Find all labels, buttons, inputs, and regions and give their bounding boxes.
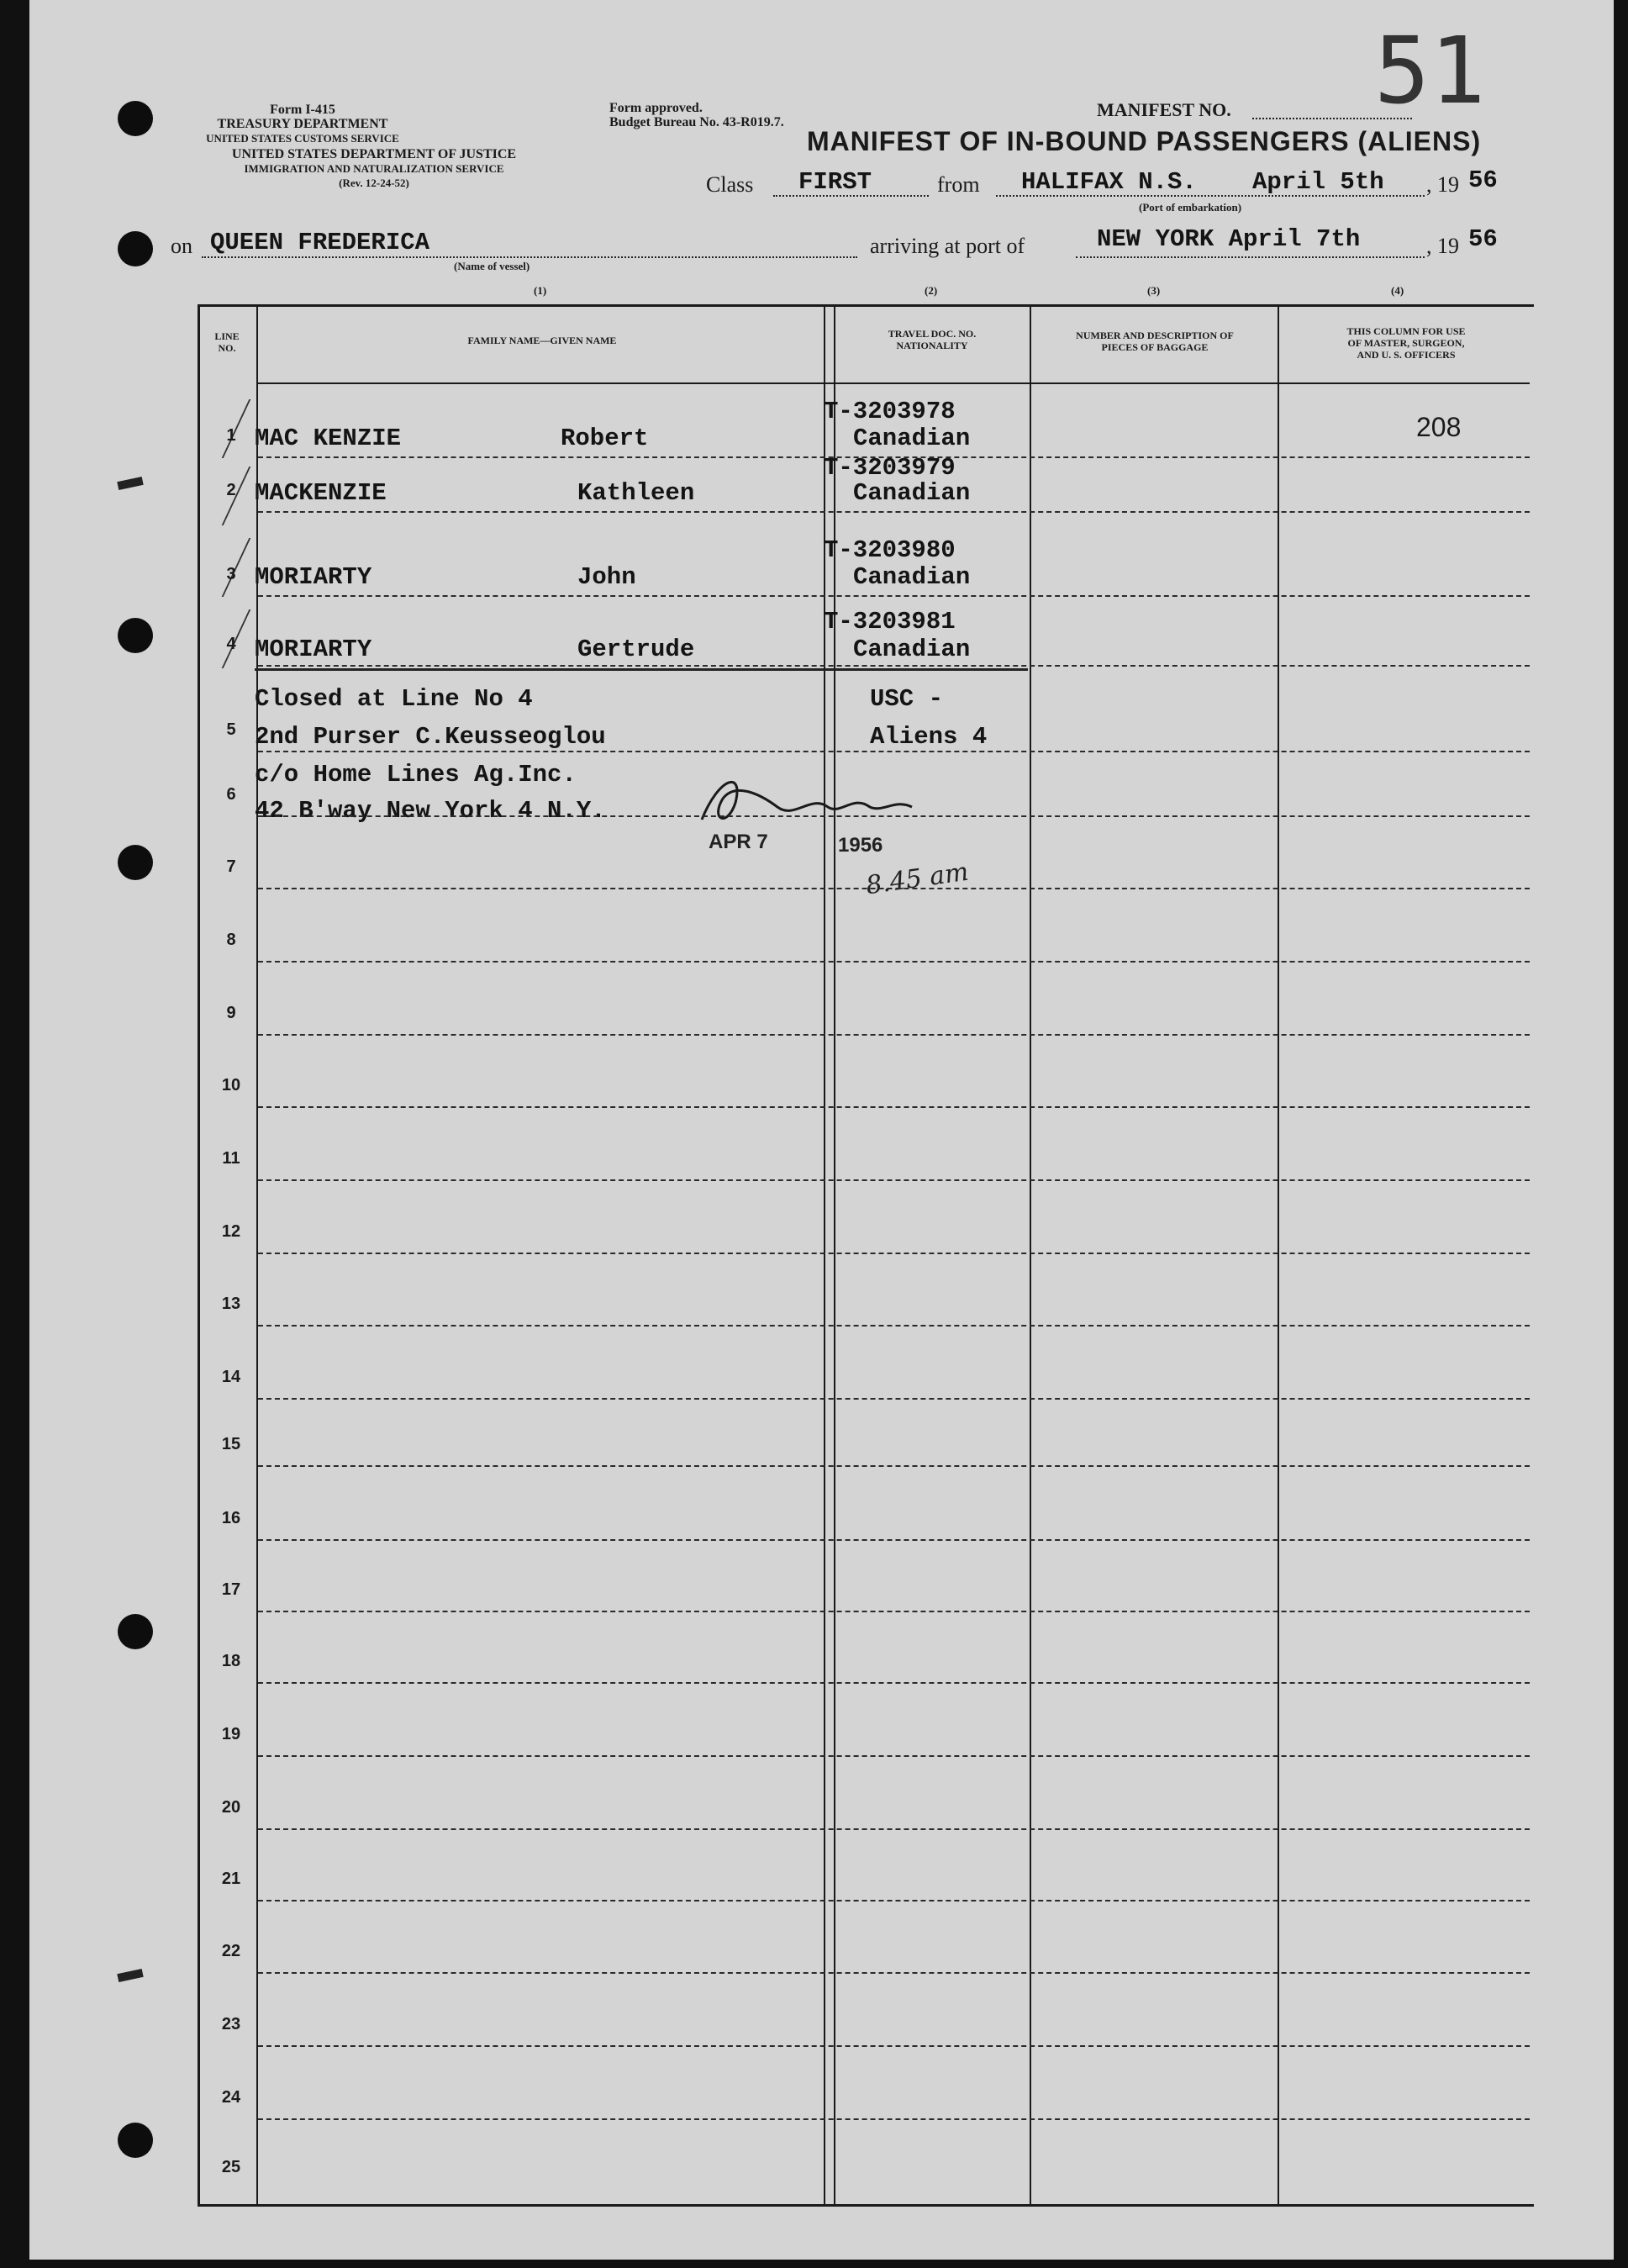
- col-num-3: (3): [1147, 284, 1161, 297]
- customs-service: UNITED STATES CUSTOMS SERVICE: [206, 132, 399, 145]
- row-number: 2: [226, 481, 236, 499]
- closing-usc: USC -: [870, 685, 944, 713]
- arrival-underline: [1076, 256, 1425, 258]
- page-number-stamp: 51: [1374, 17, 1486, 124]
- row-number: 16: [221, 1509, 241, 1527]
- col-divider-travel: [1030, 304, 1031, 2206]
- row-number: 1: [226, 426, 236, 445]
- row-line: [258, 1611, 1530, 1612]
- row-line: [258, 1900, 1530, 1901]
- row-line: [258, 456, 1530, 458]
- budget-bureau: Budget Bureau No. 43-R019.7.: [609, 115, 784, 129]
- punch-hole: [118, 101, 153, 136]
- closing-aliens: Aliens 4: [870, 723, 988, 751]
- manifest-no-field: [1252, 118, 1412, 119]
- passenger-2-nationality: Canadian: [853, 479, 971, 507]
- form-number: Form I-415: [270, 103, 335, 117]
- stamp-date: APR 7: [709, 831, 768, 853]
- port-caption: (Port of embarkation): [1139, 201, 1242, 214]
- table-top-border: [198, 304, 1534, 307]
- row-number: 7: [226, 857, 236, 876]
- on-label: on: [171, 234, 192, 258]
- row-number: 5: [226, 720, 236, 739]
- arrival-year: 56: [1468, 225, 1498, 253]
- passenger-1-nationality: Canadian: [853, 425, 971, 452]
- stamp-year: 1956: [838, 834, 883, 857]
- row-number: 24: [221, 2088, 241, 2107]
- closing-line-1: Closed at Line No 4: [255, 685, 533, 713]
- passenger-4-family: MORIARTY: [255, 636, 372, 663]
- manifest-no-label: MANIFEST NO.: [1097, 99, 1231, 120]
- row-number: 13: [221, 1295, 241, 1313]
- scan-mark: [117, 477, 143, 490]
- col-num-1: (1): [534, 284, 547, 297]
- row-number: 6: [226, 785, 236, 804]
- ins-service: IMMIGRATION AND NATURALIZATION SERVICE: [244, 162, 504, 175]
- embark-date: April 5th: [1252, 168, 1384, 196]
- passenger-2-family: MACKENZIE: [255, 479, 387, 507]
- punch-hole: [118, 618, 153, 653]
- row-number: 8: [226, 931, 236, 949]
- punch-hole: [118, 845, 153, 880]
- row-line: [258, 1253, 1530, 1254]
- row-line: [258, 1755, 1530, 1757]
- row-number: 18: [221, 1652, 241, 1670]
- from-value: HALIFAX N.S.: [1021, 168, 1197, 196]
- manifest-title: MANIFEST OF IN-BOUND PASSENGERS (ALIENS): [807, 126, 1482, 156]
- class-value: FIRST: [798, 168, 872, 196]
- row-number: 22: [221, 1942, 241, 1960]
- col-divider-name-double: [834, 304, 835, 2206]
- vessel-name: QUEEN FREDERICA: [210, 229, 430, 256]
- arrival-year-prefix: , 19: [1426, 234, 1459, 258]
- header-bottom-line: [256, 382, 1530, 384]
- col-divider-name: [824, 304, 825, 2206]
- row-number: 3: [226, 565, 236, 583]
- vessel-caption: (Name of vessel): [454, 260, 530, 272]
- col-header-line-no: LINE NO.: [214, 330, 240, 354]
- row-line: [258, 2118, 1530, 2120]
- row-line: [258, 1034, 1530, 1036]
- treasury-dept: TREASURY DEPARTMENT: [217, 117, 388, 131]
- row-line: [258, 1972, 1530, 1974]
- col-num-2: (2): [925, 284, 938, 297]
- passenger-4-given: Gertrude: [577, 636, 695, 663]
- row-number: 14: [221, 1368, 241, 1386]
- form-approved: Form approved.: [609, 101, 703, 115]
- manifest-sheet: [29, 0, 1614, 2260]
- row-line: [258, 511, 1530, 513]
- closing-line-3: c/o Home Lines Ag.Inc.: [255, 761, 577, 789]
- stamp-time: 8.45 am: [864, 857, 971, 901]
- row-line: [258, 1106, 1530, 1108]
- row-number: 21: [221, 1870, 241, 1888]
- from-underline: [996, 195, 1425, 197]
- row-line: [258, 595, 1530, 597]
- passenger-4-nationality: Canadian: [853, 636, 971, 663]
- scan-mark: [117, 1969, 143, 1982]
- from-label: from: [937, 172, 980, 197]
- row-line: [258, 961, 1530, 963]
- row-line: [258, 1179, 1530, 1181]
- row-number: 19: [221, 1725, 241, 1743]
- row-line: [258, 2045, 1530, 2047]
- passenger-3-given: John: [577, 563, 636, 591]
- row-line: [258, 1465, 1530, 1467]
- row-line: [258, 888, 1530, 889]
- justice-dept: UNITED STATES DEPARTMENT OF JUSTICE: [231, 147, 517, 161]
- passenger-4-doc: T-3203981: [824, 608, 956, 636]
- revision: (Rev. 12-24-52): [339, 177, 409, 189]
- year-prefix: , 19: [1426, 172, 1459, 197]
- row-number: 9: [226, 1004, 236, 1022]
- row-line: [258, 1325, 1530, 1327]
- row-number: 15: [221, 1435, 241, 1453]
- header-center: [609, 101, 784, 129]
- col-header-travel: TRAVEL DOC. NO. NATIONALITY: [888, 328, 977, 351]
- embark-year: 56: [1468, 166, 1498, 194]
- punch-hole: [118, 231, 153, 266]
- row-number: 17: [221, 1580, 241, 1599]
- class-label: Class: [706, 172, 754, 197]
- table-left-border: [198, 304, 200, 2206]
- passenger-1-given: Robert: [561, 425, 649, 452]
- col-header-name: FAMILY NAME—GIVEN NAME: [467, 335, 617, 346]
- passenger-2-given: Kathleen: [577, 479, 695, 507]
- arriving-label: arriving at port of: [870, 234, 1025, 258]
- row-number: 23: [221, 2015, 241, 2033]
- table-bottom-border: [198, 2204, 1534, 2207]
- arrival-port-date: NEW YORK April 7th: [1097, 225, 1361, 253]
- header-left-justice: [164, 147, 584, 190]
- officer-note: 208: [1416, 412, 1462, 442]
- row-number: 10: [221, 1076, 241, 1094]
- closing-line-2: 2nd Purser C.Keusseoglou: [255, 723, 606, 751]
- col-header-officers: THIS COLUMN FOR USE OF MASTER, SURGEON, AND U. S. OFFICERS: [1346, 325, 1466, 361]
- passenger-3-family: MORIARTY: [255, 563, 372, 591]
- punch-hole: [118, 1614, 153, 1649]
- row-line: [258, 1682, 1530, 1684]
- row-number: 12: [221, 1222, 241, 1241]
- row-number: 25: [221, 2158, 241, 2176]
- row-number: 20: [221, 1798, 241, 1817]
- header-left: [164, 103, 441, 145]
- punch-hole: [118, 2123, 153, 2158]
- passenger-3-doc: T-3203980: [824, 536, 956, 564]
- vessel-underline: [202, 256, 857, 258]
- row-number: 11: [222, 1149, 240, 1168]
- closing-line-4: 42 B'way New York 4 N.Y.: [255, 797, 606, 825]
- col-header-baggage: NUMBER AND DESCRIPTION OF PIECES OF BAGGAGE: [1076, 330, 1234, 353]
- row-line: [258, 665, 1530, 667]
- row-line: [258, 1828, 1530, 1830]
- row-line: [258, 1539, 1530, 1541]
- row-line: [258, 1398, 1530, 1400]
- passenger-1-family: MAC KENZIE: [255, 425, 402, 452]
- row-line: [258, 751, 1530, 752]
- passenger-3-nationality: Canadian: [853, 563, 971, 591]
- class-underline: [773, 195, 929, 197]
- row-number: 4: [226, 635, 236, 653]
- passenger-2-doc: T-3203979: [824, 454, 956, 482]
- row-line: [258, 815, 1530, 817]
- passenger-1-doc: T-3203978: [824, 398, 956, 425]
- col-num-4: (4): [1391, 284, 1404, 297]
- col-divider-baggage: [1278, 304, 1279, 2206]
- closing-rule: [255, 668, 1028, 671]
